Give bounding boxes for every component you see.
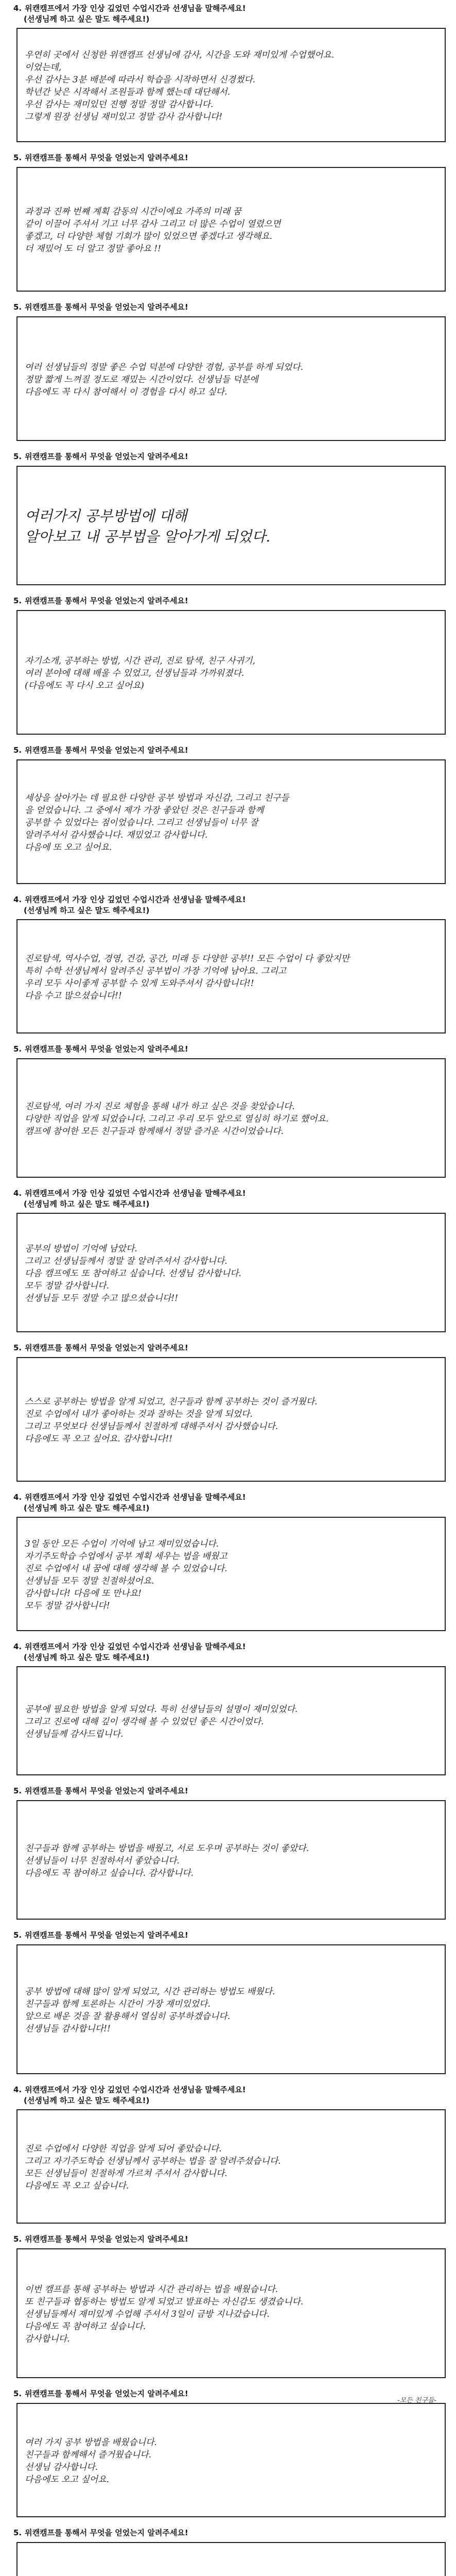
handwritten-line: 선생님 감사합니다. bbox=[25, 2462, 98, 2472]
handwritten-line: 다음에도 꼭 다시 참여해서 이 경험을 다시 하고 싶다. bbox=[25, 387, 227, 397]
handwritten-line: 이었는데, bbox=[25, 62, 62, 73]
handwritten-line: 좋겠고, 더 다양한 체험 기회가 많이 있었으면 좋겠다고 생각해요. bbox=[25, 231, 273, 242]
question-number: 5. bbox=[13, 1343, 22, 1352]
handwritten-line: 그리고 진로에 대해 깊이 생각해 볼 수 있었던 좋은 시간이었다. bbox=[25, 1717, 264, 1727]
question-number: 4. bbox=[13, 2085, 22, 2094]
question-heading bbox=[13, 1044, 188, 1055]
question-subtitle: (선생님께 하고 싶은 말도 해주세요!) bbox=[24, 2096, 150, 2105]
handwritten-line: 여러가지 공부방법에 대해 bbox=[25, 507, 187, 524]
answer-box bbox=[16, 2109, 446, 2224]
answer-box bbox=[16, 1213, 446, 1332]
question-number: 4. bbox=[13, 1189, 22, 1198]
question-heading bbox=[13, 1641, 246, 1663]
question-number: 5. bbox=[13, 452, 22, 461]
handwritten-line: 캠프에 참여한 모든 친구들과 함께해서 정말 즐거운 시간이었습니다. bbox=[25, 1126, 284, 1137]
answer-box bbox=[16, 28, 446, 142]
handwritten-line: 다음 캠프에도 또 참여하고 싶습니다. 선생님 감사합니다. bbox=[25, 1268, 241, 1279]
handwritten-line: 같이 이끌어 주셔서 기고 너무 감사 그리고 더 많은 수업이 열렸으면 bbox=[25, 219, 281, 229]
survey-card bbox=[5, 2385, 451, 2524]
question-title: 위캔캠프에서 가장 인상 깊었던 수업시간과 선생님을 말해주세요! bbox=[25, 1493, 246, 1502]
answer-box bbox=[16, 316, 446, 441]
answer-box bbox=[16, 1944, 446, 2074]
handwritten-line: 감사합니다. bbox=[25, 2334, 70, 2344]
question-title: 위캔캠프를 통해서 무엇을 얻었는지 알려주세요! bbox=[25, 2528, 188, 2537]
handwritten-line: 3일 동안 모든 수업이 기억에 남고 재미있었습니다. bbox=[25, 1539, 219, 1549]
question-subtitle: (선생님께 하고 싶은 말도 해주세요!) bbox=[24, 14, 150, 24]
answer-box bbox=[16, 919, 446, 1033]
handwritten-line: 그리고 선생님들께서 정말 잘 알려주셔서 감사합니다. bbox=[25, 1256, 227, 1266]
question-heading bbox=[13, 2084, 246, 2106]
question-title: 위캔캠프를 통해서 무엇을 얻었는지 알려주세요! bbox=[25, 596, 188, 605]
handwritten-line: 선생님들 모두 정말 수고 많으셨습니다!! bbox=[25, 1293, 179, 1303]
handwritten-line: 친구들과 함께해서 즐거웠습니다. bbox=[25, 2450, 152, 2460]
survey-card bbox=[5, 1340, 451, 1489]
handwritten-line: 다음에도 꼭 오고 싶어요. 감사합니다!! bbox=[25, 1434, 173, 1444]
question-heading bbox=[13, 1188, 246, 1210]
question-title: 위캔캠프를 통해서 무엇을 얻었는지 알려주세요! bbox=[25, 1343, 188, 1352]
question-subtitle: (선생님께 하고 싶은 말도 해주세요!) bbox=[24, 1503, 150, 1513]
question-title: 위캔캠프에서 가장 인상 깊었던 수업시간과 선생님을 말해주세요! bbox=[25, 1189, 246, 1198]
handwritten-line: 학년간 낮은 시작해서 조원들과 함께 했는데 대단해서. bbox=[25, 87, 231, 97]
question-title: 위캔캠프에서 가장 인상 깊었던 수업시간과 선생님을 말해주세요! bbox=[25, 895, 246, 904]
question-title: 위캔캠프를 통해서 무엇을 얻었는지 알려주세요! bbox=[25, 1044, 188, 1054]
question-number: 5. bbox=[13, 745, 22, 755]
answer-box bbox=[16, 2403, 446, 2517]
handwritten-line: 우연히 곳에서 신청한 위캔캠프 선생님에 감사, 시간을 도와 재미있게 수업했어요. bbox=[25, 50, 335, 60]
question-subtitle: (선생님께 하고 싶은 말도 해주세요!) bbox=[24, 1653, 150, 1662]
handwritten-line: 모두 정말 감사합니다. bbox=[25, 1281, 110, 1291]
handwritten-line: 선생님들께 감사드립니다. bbox=[25, 1729, 124, 1739]
question-heading bbox=[13, 745, 188, 756]
survey-card bbox=[5, 448, 451, 592]
handwritten-line: (다음에도 꼭 다시 오고 싶어요) bbox=[25, 681, 144, 691]
handwritten-line: 다음 수고 많으셨습니다!! bbox=[25, 991, 122, 1001]
handwritten-line: 여러 가지 공부 방법을 배웠습니다. bbox=[25, 2437, 157, 2448]
question-number: 5. bbox=[13, 1044, 22, 1054]
handwritten-line: 모든 선생님들이 친절하게 가르쳐 주셔서 감사합니다. bbox=[25, 2168, 227, 2179]
handwritten-line: 진로 수업에서 다양한 직업을 알게 되어 좋았습니다. bbox=[25, 2144, 222, 2154]
question-heading bbox=[13, 1930, 188, 1941]
survey-card bbox=[5, 1638, 451, 1783]
survey-card bbox=[5, 891, 451, 1041]
handwritten-line: 공부할 수 있었다는 점이었습니다. 그리고 선생님들이 너무 잘 bbox=[25, 818, 258, 828]
handwritten-line: 또 친구들과 협동하는 방법도 알게 되었고 발표하는 자신감도 생겼습니다. bbox=[25, 2297, 304, 2307]
handwritten-line: 정말 짧게 느껴질 정도로 재밌는 시간이었다. 선생님들 덕분에 bbox=[25, 375, 258, 385]
question-number: 5. bbox=[13, 1786, 22, 1795]
survey-card bbox=[5, 2524, 451, 2576]
handwritten-line: 공부 방법에 대해 많이 알게 되었고, 시간 관리하는 방법도 배웠다. bbox=[25, 1987, 275, 1997]
survey-card bbox=[5, 1041, 451, 1185]
handwritten-line: 과정과 진짜 번째 계획 감동의 시간이에요 가족의 미래 꿈 bbox=[25, 207, 241, 217]
handwritten-line: 더 재밌어 도 더 알고 정말 좋아요 !! bbox=[25, 244, 161, 254]
handwritten-line: 다음에도 오고 싶어요. bbox=[25, 2475, 110, 2485]
question-subtitle: (선생님께 하고 싶은 말도 해주세요!) bbox=[24, 1199, 150, 1209]
answer-box bbox=[16, 1666, 446, 1775]
answer-box bbox=[16, 1357, 446, 1482]
handwritten-line: 공부에 필요한 방법을 알게 되었다. 특히 선생님들의 설명이 재미있었다. bbox=[25, 1704, 298, 1715]
answer-box bbox=[16, 2542, 446, 2576]
question-number: 5. bbox=[13, 596, 22, 605]
handwritten-line: 다음에 또 오고 싶어요. bbox=[25, 842, 112, 853]
handwritten-line: 이번 캠프를 통해 공부하는 방법과 시간 관리하는 법을 배웠습니다. bbox=[25, 2284, 278, 2295]
handwritten-line: 스스로 공부하는 방법을 알게 되었고, 친구들과 함께 공부하는 것이 즐거웠다. bbox=[25, 1397, 318, 1407]
answer-box bbox=[16, 1058, 446, 1178]
margin-note: -모든 친구들- bbox=[397, 2397, 436, 2404]
question-title: 위캔캠프를 통해서 무엇을 얻었는지 알려주세요! bbox=[25, 302, 188, 312]
question-heading bbox=[13, 1492, 246, 1514]
handwritten-line: 우리 모두 사이좋게 공부할 수 있게 도와주셔서 감사합니다!! bbox=[25, 978, 254, 989]
question-title: 위캔캠프를 통해서 무엇을 얻었는지 알려주세요! bbox=[25, 2389, 188, 2398]
question-number: 5. bbox=[13, 1930, 22, 1940]
survey-card bbox=[5, 2231, 451, 2385]
handwritten-line: 선생님들 감사합니다!! bbox=[25, 2024, 111, 2034]
handwritten-line: 우선 감사는 3분 배분에 따라서 학습을 시작하면서 신경썼다. bbox=[25, 75, 256, 85]
answer-box bbox=[16, 759, 446, 884]
question-heading bbox=[13, 152, 188, 163]
question-heading bbox=[13, 1786, 188, 1797]
handwritten-line: 친구들과 함께 공부하는 방법을 배웠고, 서로 도우며 공부하는 것이 좋았다. bbox=[25, 1843, 309, 1854]
handwritten-line: 다음에도 꼭 참여하고 싶습니다. bbox=[25, 2321, 146, 2332]
answer-box bbox=[16, 610, 446, 735]
handwritten-line: 친구들과 함께 토론하는 시간이 가장 재미있었다. bbox=[25, 1999, 211, 2009]
handwritten-line: 진로탐색, 역사수업, 경영, 건강, 공간, 미래 등 다양한 공부!! 모든 수업이 다 좋았지만 bbox=[25, 954, 350, 964]
handwritten-line: 을 얻었습니다. 그 중에서 제가 가장 좋았던 것은 친구들과 함께 bbox=[25, 805, 264, 816]
question-number: 5. bbox=[13, 302, 22, 312]
question-number: 4. bbox=[13, 1642, 22, 1651]
question-title: 위캔캠프를 통해서 무엇을 얻었는지 알려주세요! bbox=[25, 745, 188, 755]
question-heading bbox=[13, 1343, 188, 1353]
handwritten-line: 진로 수업에서 내 꿈에 대해 생각해 볼 수 있었습니다. bbox=[25, 1564, 227, 1574]
survey-card bbox=[5, 149, 451, 299]
question-title: 위캔캠프에서 가장 인상 깊었던 수업시간과 선생님을 말해주세요! bbox=[25, 4, 246, 13]
handwritten-line: 알려주셔서 감사했습니다. 재밌었고 감사합니다. bbox=[25, 830, 208, 840]
question-title: 위캔캠프를 통해서 무엇을 얻었는지 알려주세요! bbox=[25, 452, 188, 461]
handwritten-line: 세상을 살아가는 데 필요한 다양한 공부 방법과 자신감, 그리고 친구들 bbox=[25, 793, 289, 803]
handwritten-line: 공부의 방법이 기억에 남았다. bbox=[25, 1244, 137, 1254]
handwritten-line: 감사합니다! 다음에 또 만나요! bbox=[25, 1588, 142, 1599]
survey-card bbox=[5, 1927, 451, 2081]
survey-card bbox=[5, 742, 451, 891]
answer-box bbox=[16, 167, 446, 292]
handwritten-line: 자기주도학습 수업에서 공부 계획 세우는 법을 배웠고 bbox=[25, 1551, 227, 1562]
handwritten-line: 다음에도 꼭 참여하고 싶습니다. 감사합니다. bbox=[25, 1868, 194, 1878]
question-number: 5. bbox=[13, 2528, 22, 2537]
question-number: 5. bbox=[13, 2234, 22, 2244]
answer-box bbox=[16, 466, 446, 585]
survey-card bbox=[5, 1489, 451, 1638]
question-number: 4. bbox=[13, 1493, 22, 1502]
question-number: 4. bbox=[13, 4, 22, 13]
handwritten-line: 여러 분야에 대해 배울 수 있었고, 선생님들과 가까워졌다. bbox=[25, 668, 244, 679]
handwritten-line: 그리고 자기주도학습 선생님께서 공부하는 법을 잘 알려주셨습니다. bbox=[25, 2156, 281, 2166]
question-number: 5. bbox=[13, 2389, 22, 2398]
handwritten-line: 진로탐색, 여러 가지 진로 체험을 통해 내가 하고 싶은 것을 찾았습니다. bbox=[25, 1101, 295, 1112]
question-title: 위캔캠프를 통해서 무엇을 얻었는지 알려주세요! bbox=[25, 1930, 188, 1940]
handwritten-line: 특히 수학 선생님께서 알려주신 공부법이 가장 기억에 남아요. 그리고 bbox=[25, 966, 287, 976]
question-heading bbox=[13, 894, 246, 916]
handwritten-line: 선생님들이 너무 친절하셔서 좋았습니다. bbox=[25, 1856, 180, 1866]
handwritten-line: 그리고 무엇보다 선생님들께서 친절하게 대해주셔서 감사했습니다. bbox=[25, 1421, 278, 1432]
question-heading bbox=[13, 451, 188, 462]
question-heading bbox=[13, 2388, 188, 2399]
handwritten-line: 선생님들 모두 정말 친절하셨어요. bbox=[25, 1576, 154, 1586]
handwritten-line: 다음에도 꼭 오고 싶습니다. bbox=[25, 2181, 129, 2191]
question-title: 위캔캠프를 통해서 무엇을 얻었는지 알려주세요! bbox=[25, 2234, 188, 2244]
survey-card bbox=[5, 2081, 451, 2231]
question-title: 위캔캠프를 통해서 무엇을 얻었는지 알려주세요! bbox=[25, 1786, 188, 1795]
handwritten-line: 여러 선생님들의 정말 좋은 수업 덕분에 다양한 경험, 공부를 하게 되었다. bbox=[25, 362, 304, 372]
survey-card bbox=[5, 299, 451, 448]
question-subtitle: (선생님께 하고 싶은 말도 해주세요!) bbox=[24, 906, 150, 915]
handwritten-line: 알아보고 내 공부법을 알아가게 되었다. bbox=[25, 528, 271, 545]
survey-card bbox=[5, 1185, 451, 1340]
handwritten-line: 선생님들께서 재미있게 수업해 주셔서 3일이 금방 지나갔습니다. bbox=[25, 2309, 270, 2319]
handwritten-line: 앞으로 배운 것을 잘 활용해서 열심히 공부하겠습니다. bbox=[25, 2011, 231, 2022]
question-heading bbox=[13, 2528, 188, 2538]
question-title: 위캔캠프를 통해서 무엇을 얻었는지 알려주세요! bbox=[25, 153, 188, 162]
handwritten-line: 그렇게 원장 선생님 재미있고 정말 감사 감사합니다! bbox=[25, 112, 223, 122]
answer-box bbox=[16, 1800, 446, 1920]
survey-card bbox=[5, 592, 451, 742]
question-number: 4. bbox=[13, 895, 22, 904]
answer-box bbox=[16, 1517, 446, 1631]
survey-card bbox=[5, 1783, 451, 1927]
survey-card bbox=[5, 0, 451, 149]
question-heading bbox=[13, 302, 188, 313]
handwritten-line: 우선 감사는 재미있던 진행 정말 정말 감사합니다. bbox=[25, 99, 214, 110]
question-heading bbox=[13, 596, 188, 606]
handwritten-line: 모두 정말 감사합니다! bbox=[25, 1601, 110, 1611]
question-heading bbox=[13, 2234, 188, 2245]
handwritten-line: 자기소개, 공부하는 방법, 시간 관리, 진로 탐색, 친구 사귀기, bbox=[25, 656, 255, 666]
question-title: 위캔캠프에서 가장 인상 깊었던 수업시간과 선생님을 말해주세요! bbox=[25, 2085, 246, 2094]
question-heading bbox=[13, 3, 246, 25]
handwritten-line: 다양한 직업을 알게 되었습니다. 그리고 우리 모두 앞으로 열심히 하기로 했어요. bbox=[25, 1114, 329, 1124]
handwritten-line: 진로 수업에서 내가 좋아하는 것과 잘하는 것을 알게 되었다. bbox=[25, 1409, 253, 1419]
answer-box bbox=[16, 2248, 446, 2378]
question-title: 위캔캠프에서 가장 인상 깊었던 수업시간과 선생님을 말해주세요! bbox=[25, 1642, 246, 1651]
question-number: 5. bbox=[13, 153, 22, 162]
